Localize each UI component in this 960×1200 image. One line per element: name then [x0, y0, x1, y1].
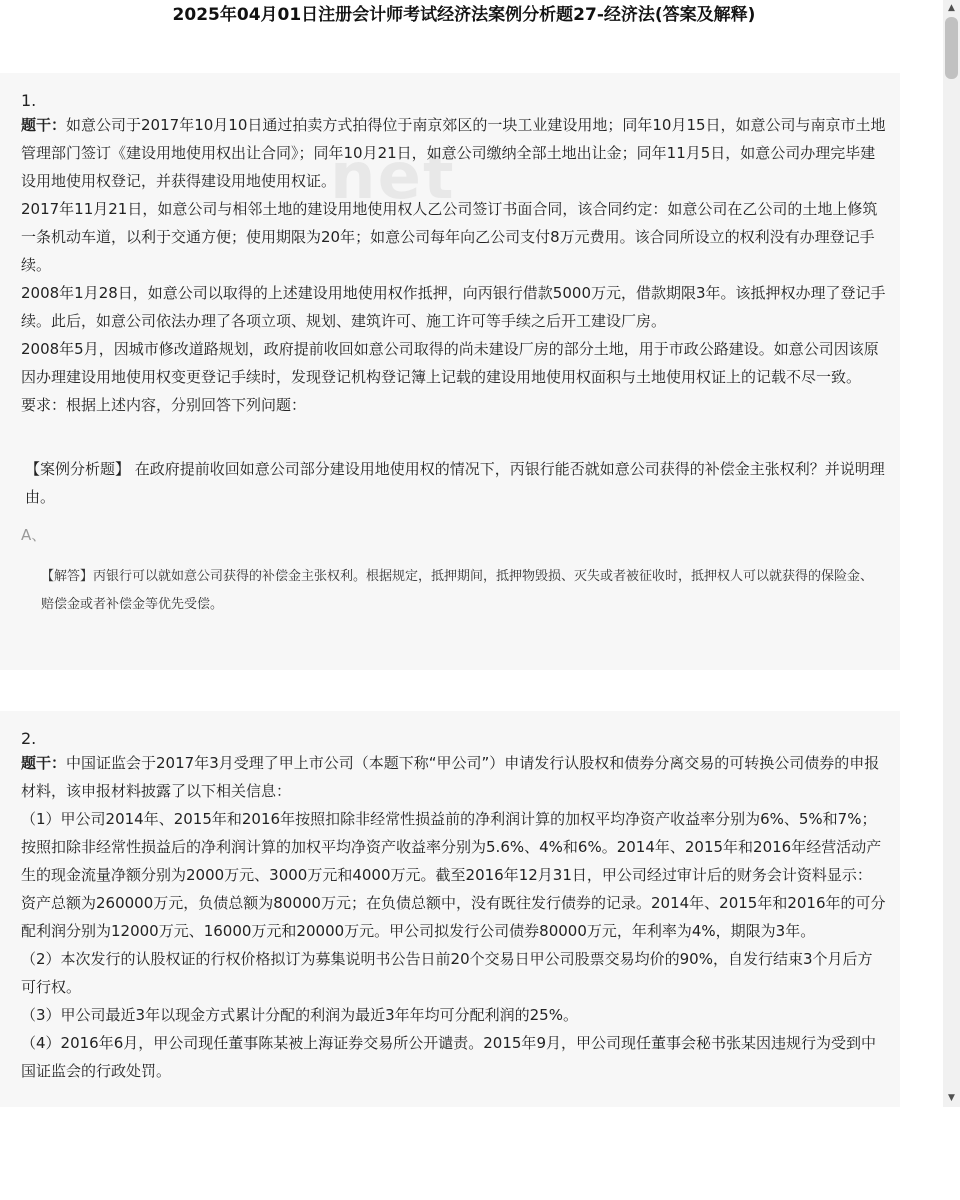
spacer: [21, 419, 886, 455]
stem-paragraph: 2008年1月28日，如意公司以取得的上述建设用地使用权作抵押，向丙银行借款5000万元，借款期限3年。该抵押权办理了登记手续。此后，如意公司依法办理了各项立项、规划、建筑许可、施工许可等手续之后开工建设厂房。: [21, 284, 886, 330]
answer-explanation: 【解答】丙银行可以就如意公司获得的补偿金主张权利。根据规定，抵押期间，抵押物毁损、灭失或者被征收时，抵押权人可以就获得的保险金、赔偿金或者补偿金等优先受偿。: [41, 569, 874, 612]
stem-paragraph: （3）甲公司最近3年以现金方式累计分配的利润为最近3年年均可分配利润的25%。: [21, 1006, 578, 1024]
scroll-down-arrow-icon[interactable]: ▼: [948, 1093, 955, 1103]
question-number: 2.: [21, 729, 37, 748]
scrollbar-thumb[interactable]: [945, 17, 958, 79]
vertical-scrollbar[interactable]: [943, 0, 960, 1107]
question-card-2: [0, 711, 900, 1107]
stem-paragraph: 2017年11月21日，如意公司与相邻土地的建设用地使用权人乙公司签订书面合同，该合同约定：如意公司在乙公司的土地上修筑一条机动车道，以利于交通方便；使用期限为20年；如意公司每年向乙公司支付8万元费用。该合同所设立的权利没有办理登记手续。: [21, 200, 878, 274]
requirement-text: 要求：根据上述内容，分别回答下列问题：: [21, 396, 307, 414]
stem-label: 题干：: [21, 754, 67, 772]
option-a[interactable]: A、: [21, 526, 47, 544]
stem-paragraph: 2008年5月，因城市修改道路规划，政府提前收回如意公司取得的尚未建设厂房的部分土地，用于市政公路建设。如意公司因该原因办理建设用地使用权变更登记手续时，发现登记机构登记簿上记载的建设用地使用权面积与土地使用权证上的记载不尽一致。: [21, 340, 879, 386]
stem-text: 如意公司于2017年10月10日通过拍卖方式拍得位于南京郊区的一块工业建设用地；同年10月15日，如意公司与南京市土地管理部门签订《建设用地使用权出让合同》；同年10月21日，如意公司缴纳全部土地出让金；同年11月5日，如意公司办理完毕建设用地使用权登记，并获得建设用地使用权证。: [21, 116, 886, 190]
stem-text: 中国证监会于2017年3月受理了甲上市公司（本题下称“甲公司”）申请发行认股权和债券分离交易的可转换公司债券的申报材料，该申报材料披露了以下相关信息：: [21, 754, 880, 800]
stem-label: 题干：: [21, 116, 67, 134]
stem-paragraph: （1）甲公司2014年、2015年和2016年按照扣除非经常性损益前的净利润计算的加权平均净资产收益率分别为6%、5%和7%；按照扣除非经常性损益后的净利润计算的加权平均净资产收益率分别为5.6%、4%和6%。2014年、2015年和2016年经营活动产生的现金流量净额分别为2000万元、3000万元和4000万元。截至2016年12月31日，甲公司经过审计后的财务会计资料显示：资产总额为260000万元，负债总额为80000万元；在负债总额中，没有既往发行债券的记录。2014年、2015年和2016年的可分配利润分别为12000万元、16000万元和20000万元。甲公司拟发行公司债券80000万元，年利率为4%，期限为3年。: [21, 810, 886, 940]
question-number: 1.: [21, 91, 37, 110]
stem-paragraph: （2）本次发行的认股权证的行权价格拟订为募集说明书公告日前20个交易日甲公司股票交易均价的90%，自发行结束3个月后方可行权。: [21, 950, 873, 996]
scroll-up-arrow-icon[interactable]: ▲: [948, 3, 955, 13]
sub-question: 【案例分析题】 在政府提前收回如意公司部分建设用地使用权的情况下，丙银行能否就如意公司获得的补偿金主张权利？并说明理由。: [25, 460, 885, 506]
stem-paragraph: （4）2016年6月，甲公司现任董事陈某被上海证券交易所公开谴责。2015年9月，甲公司现任董事会秘书张某因违规行为受到中国证监会的行政处罚。: [21, 1034, 876, 1080]
page-title: 2025年04月01日注册会计师考试经济法案例分析题27-经济法(答案及解释): [172, 5, 756, 25]
stem-paragraph: [21, 749, 886, 805]
stem-paragraph: [21, 111, 886, 195]
question-card-1: [0, 73, 900, 670]
